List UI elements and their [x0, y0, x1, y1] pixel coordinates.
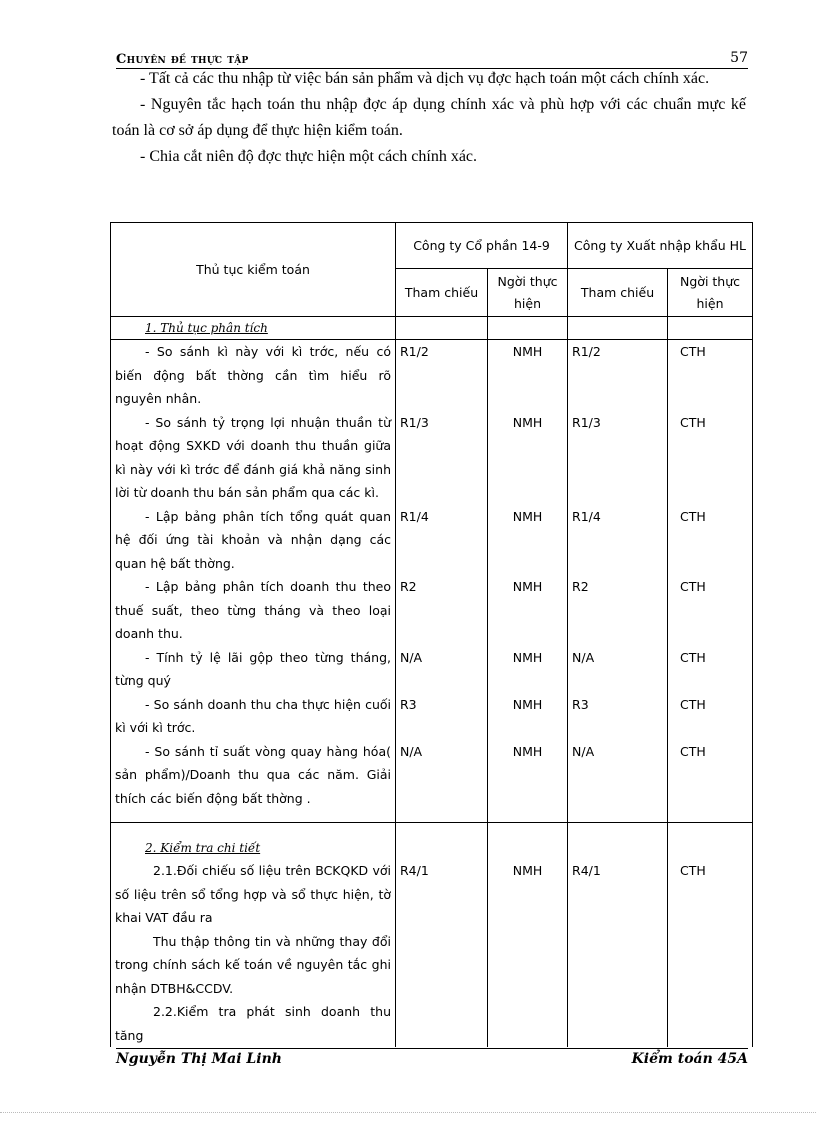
procedure-text: - So sánh kì này với kì trớc, nếu có biến động bất thờng cần tìm hiểu rõ nguyên nhân.	[115, 344, 391, 406]
ref-value: R4/1	[572, 863, 601, 878]
ref-value: R1/3	[572, 414, 601, 430]
doer-value: NMH	[512, 649, 543, 665]
ref-value: R3	[400, 696, 417, 712]
doer-value: NMH	[512, 344, 543, 359]
procedure-text: - Lập bảng phân tích tổng quát quan hệ đối ứng tài khoản và nhận dạng các quan hệ bất thờng.	[115, 508, 391, 571]
header-title: Chuyên đề thực tập	[116, 52, 249, 67]
intro-paragraph: - Nguyên tắc hạch toán thu nhập đợc áp dụng chính xác và phù hợp với các chuẩn mực kế toán là cơ sở áp dụng để thực hiện kiểm toán.	[112, 96, 746, 139]
procedure-text: - Tính tỷ lệ lãi gộp theo từng tháng, từng quý	[115, 649, 391, 688]
doer-value: NMH	[512, 743, 543, 759]
doer-value: NMH	[512, 508, 543, 524]
bottom-divider	[0, 1112, 816, 1113]
ref-value: R1/4	[400, 508, 429, 524]
doer-value: NMH	[512, 579, 543, 594]
procedure-text: - Lập bảng phân tích doanh thu theo thuế suất, theo từng tháng và theo loại doanh thu.	[115, 579, 391, 641]
procedure-text: 2.2.Kiểm tra phát sinh doanh thu tăng	[115, 1004, 391, 1043]
table-row	[111, 646, 753, 693]
ref-value: N/A	[572, 743, 595, 759]
doer-value: CTH	[680, 414, 706, 430]
table-row	[111, 505, 753, 576]
header-procedure: Thủ tục kiểm toán	[111, 223, 396, 317]
procedure-text: - So sánh tỉ suất vòng quay hàng hóa( sản phẩm)/Doanh thu qua các năm. Giải thích các biến động bất thờng .	[115, 743, 391, 806]
doer-value: NMH	[512, 863, 543, 878]
procedure-text: - So sánh tỷ trọng lợi nhuận thuần từ hoạt động SXKD với doanh thu thuần giữa kì này với kì trớc để đánh giá khả năng sinh lời từ doanh thu bán sản phẩm qua các kì.	[115, 414, 391, 500]
header-company-2: Công ty Xuất nhập khẩu HL	[568, 223, 753, 269]
doer-value: CTH	[680, 649, 706, 665]
header-doer-1: Ngời thực hiện	[488, 269, 568, 317]
procedure-text: - So sánh doanh thu cha thực hiện cuối kì với kì trớc.	[115, 696, 391, 735]
doer-value: CTH	[680, 863, 706, 878]
audit-procedure-table	[110, 222, 753, 1047]
ref-value: N/A	[400, 649, 423, 665]
intro-paragraph: - Chia cắt niên độ đợc thực hiện một cách chính xác.	[140, 148, 478, 165]
ref-value: R1/2	[400, 344, 429, 359]
header-ref-1: Tham chiếu	[396, 269, 488, 317]
ref-value: R4/1	[400, 863, 429, 878]
intro-paragraph: - Tất cả các thu nhập từ việc bán sản phẩm và dịch vụ đợc hạch toán một cách chính xác.	[140, 70, 710, 87]
footer-author: Nguyễn Thị Mai Linh	[116, 1051, 282, 1067]
table-row	[111, 693, 753, 740]
header-company-1: Công ty Cổ phần 14-9	[396, 223, 568, 269]
ref-value: R1/2	[572, 344, 601, 359]
procedure-text: 2.1.Đối chiếu số liệu trên BCKQKD với số liệu trên sổ tổng hợp và sổ thực hiện, tờ khai VAT đầu ra	[115, 863, 391, 925]
ref-value: N/A	[572, 649, 595, 665]
section-1-cell	[111, 317, 396, 340]
doer-value: NMH	[512, 414, 543, 430]
table-row	[111, 411, 753, 505]
doer-value: CTH	[680, 344, 706, 359]
doer-value: CTH	[680, 696, 706, 712]
section-2-title: 2. Kiểm tra chi tiết	[145, 841, 261, 855]
ref-value: R3	[572, 696, 589, 712]
procedure-text: Thu thập thông tin và những thay đổi trong chính sách kế toán về nguyên tắc ghi nhận DTBH&CCDV.	[115, 933, 391, 996]
table-row	[111, 740, 753, 823]
table-row	[111, 823, 753, 1048]
doer-value: NMH	[512, 696, 543, 712]
footer-class: Kiểm toán 45A	[631, 1051, 748, 1067]
table-row	[111, 340, 753, 411]
header-doer-2: Ngời thực hiện	[668, 269, 753, 317]
intro-text	[112, 66, 746, 170]
ref-value: R2	[400, 579, 417, 594]
ref-value: R2	[572, 579, 589, 594]
doer-value: CTH	[680, 743, 706, 759]
table-row	[111, 575, 753, 646]
doer-value: CTH	[680, 579, 706, 594]
ref-value: R1/4	[572, 508, 601, 524]
section-1-title: 1. Thủ tục phân tích	[145, 321, 268, 335]
doer-value: CTH	[680, 508, 706, 524]
ref-value: N/A	[400, 743, 423, 759]
header-ref-2: Tham chiếu	[568, 269, 668, 317]
page-number: 57	[730, 50, 748, 66]
page-footer	[116, 1048, 748, 1069]
ref-value: R1/3	[400, 414, 429, 430]
